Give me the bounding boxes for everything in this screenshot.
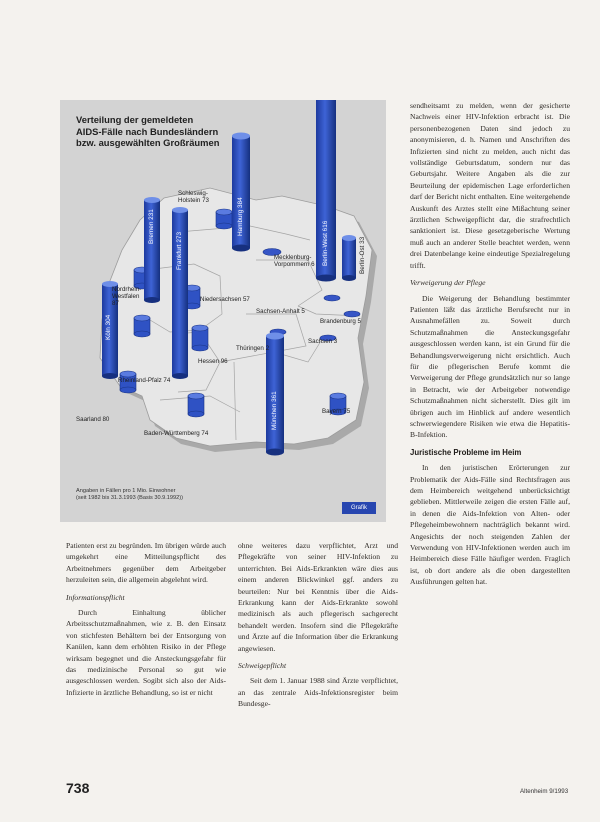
- label-hessen: Hessen 96: [198, 358, 228, 365]
- label-bayern: Bayern 75: [322, 408, 351, 415]
- figure-title: [76, 114, 219, 149]
- aids-map-figure: [60, 100, 386, 522]
- bar-label-bremen: Bremen 231: [148, 209, 155, 244]
- right-column: [410, 100, 570, 589]
- label-sachsen-anhalt: Sachsen-Anhalt 5: [256, 308, 305, 315]
- caption-line: (seit 1982 bis 31.3.1993 (Basis 30.9.1992)): [76, 495, 183, 502]
- paragraph: ohne weiteres dazu verpflichtet, Arzt und Pflegekräfte von seiner HIV-Infektion zu unterrichten. Bei Aids-Erkrankten wäre dies aus einem anderen Blickwinkel ggf. anders zu beurteilen: Nur bei Kenntnis über die Aids-Erkrankung kann der Aids-Erkrankte sowohl medizinisch als auch pflegerisch sachgerecht behandelt werden. Insofern sind die Pflegekräfte und Ärzte auf die Information über die Erkrankung angewiesen.: [238, 541, 398, 653]
- germany-map-graphic: [60, 100, 386, 522]
- caption-line: Angaben in Fällen pro 1 Mio. Einwohner: [76, 488, 176, 494]
- subheading: Informationspflicht: [66, 592, 125, 602]
- figure-title-line: Verteilung der gemeldeten: [76, 114, 194, 125]
- label-schleswig-holstein: Schleswig- Holstein 73: [178, 190, 209, 204]
- label-rheinland-pfalz: Rheinland-Pfalz 74: [118, 377, 171, 384]
- page-number: 738: [66, 780, 90, 796]
- subheading: Schweigepflicht: [238, 661, 287, 671]
- paragraph: sendheitsamt zu melden, wenn der gesicherte Nachweis einer HIV-Infektion erbracht ist. Die personenbezogenen Daten sind jedoch zu anonymisieren, d. h. Namen und Anschriften des Infizierten sind nicht zu melden, auch nicht das vollständige Geburtsdatum, sondern nur das Geburtsjahr. Weitere Angaben als die zur Beurteilung der epidemischen Lage erforderlichen darf der Bericht nicht enthalten. Eine weitergehende Auskunft des Arztes stellt eine Mißachtung seiner ärztlichen Schweigepflicht dar, die strafrechtlich sanktioniert ist. Diese gesetzgeberische Wertung muß auch an anderer Stelle beachtet werden, wenn drei Datenbelange keine eindeutige Spezialregelung trifft.: [410, 101, 570, 270]
- figure-title-line: AIDS-Fälle nach Bundesländern: [76, 125, 219, 137]
- paragraph: Patienten erst zu begründen. Im übrigen würde auch umgekehrt eine Mitteilungspflicht des Arbeitnehmers gegenüber dem Arbeitgeber herzuleiten sein, die allgemein abgelehnt wird.: [66, 541, 226, 585]
- bar-label-berlin-ost: Berlin-Ost 33: [359, 236, 366, 274]
- label-nordrhein-westfalen: Nordrhein- Westfalen 87: [112, 286, 142, 307]
- label-mecklenburg-vorpommern: Mecklenburg- Vorpommern 6: [274, 254, 315, 268]
- figure-badge: Grafik: [342, 502, 376, 514]
- bar-label-hamburg: Hamburg 384: [237, 197, 244, 236]
- middle-column: [238, 540, 398, 711]
- bar-label-koeln: Köln 304: [105, 314, 112, 340]
- bar-label-muenchen: München 361: [271, 391, 278, 430]
- label-baden-wuerttemberg: Baden-Württemberg 74: [144, 430, 209, 437]
- bar-label-frankfurt: Frankfurt 273: [176, 231, 183, 270]
- bar-label-berlin-west: Berlin-West 616: [322, 220, 329, 266]
- paragraph: In den juristischen Erörterungen zur Problematik der Aids-Fälle sind Rechtsfragen aus dem Heimbereich weitgehend unberücksichtigt geblieben. Mittlerweile zeigen die ersten Fälle auf, in denen die Aids-Infektion von Alten- oder Pflegeheimbewohnern nachträglich bekannt wird. Angesichts der noch steigenden Zahlen der Verwendung von HIV-Infektionen werden auch im Heimbereich diese Fälle häufiger werden. Fraglich ist, ob dort andere als die oben dargestellten Ausführungen gelten hat.: [410, 463, 570, 587]
- label-thueringen: Thüringen 2: [236, 345, 270, 352]
- figure-caption: [76, 488, 183, 503]
- left-column: [66, 540, 226, 699]
- paragraph: Seit dem 1. Januar 1988 sind Ärzte verpflichtet, an das zentrale Aids-Infektionsregister beim Bundesge-: [238, 676, 398, 709]
- paragraph: Die Weigerung der Behandlung bestimmter Patienten läßt das ärztliche Berufsrecht nur in Ausnahmefällen zu. Soweit durch Schutzmaßnahmen die Ansteckungsgefahr ausgeschlossen werden kann, ist ein Grund für die Behandlungsverweigerung nicht ersichtlich. Auch für die pflegerischen Berufe kommt die Verweigerung der Pflege grundsätzlich nur so lange in Betracht, wie der Arbeitgeber notwendige Schutzmaßnahmen nicht sicherstellt. Dies gilt im übrigen auch im Hinblick auf andere wesentlich schwerwiegendere Risiken wie etwa die Hepatitis-B-Infektion.: [410, 293, 570, 440]
- paragraph: Durch Einhaltung üblicher Arbeitsschutzmaßnahmen, wie z. B. den Einsatz von stichfesten Behältern bei der Entsorgung von Kanülen, kann dem erhöhten Risiko in der Pflege wirksam begegnet und die Ansteckungsgefahr für das medizinische Personal so gut wie ausgeschlossen werden. Sogibt sich also der Aids-Infizierte in ärztliche Behandlung, so ist er nicht: [66, 608, 226, 697]
- subheading: Verweigerung der Pflege: [410, 278, 486, 288]
- label-saarland: Saarland 80: [76, 416, 110, 423]
- label-brandenburg: Brandenburg 5: [320, 318, 361, 325]
- section-heading: Juristische Probleme im Heim: [410, 447, 522, 457]
- journal-reference: Altenheim 9/1993: [520, 788, 569, 795]
- label-sachsen: Sachsen 3: [308, 338, 338, 345]
- figure-title-line: bzw. ausgewählten Großräumen: [76, 137, 220, 149]
- label-niedersachsen: Niedersachsen 57: [200, 296, 250, 303]
